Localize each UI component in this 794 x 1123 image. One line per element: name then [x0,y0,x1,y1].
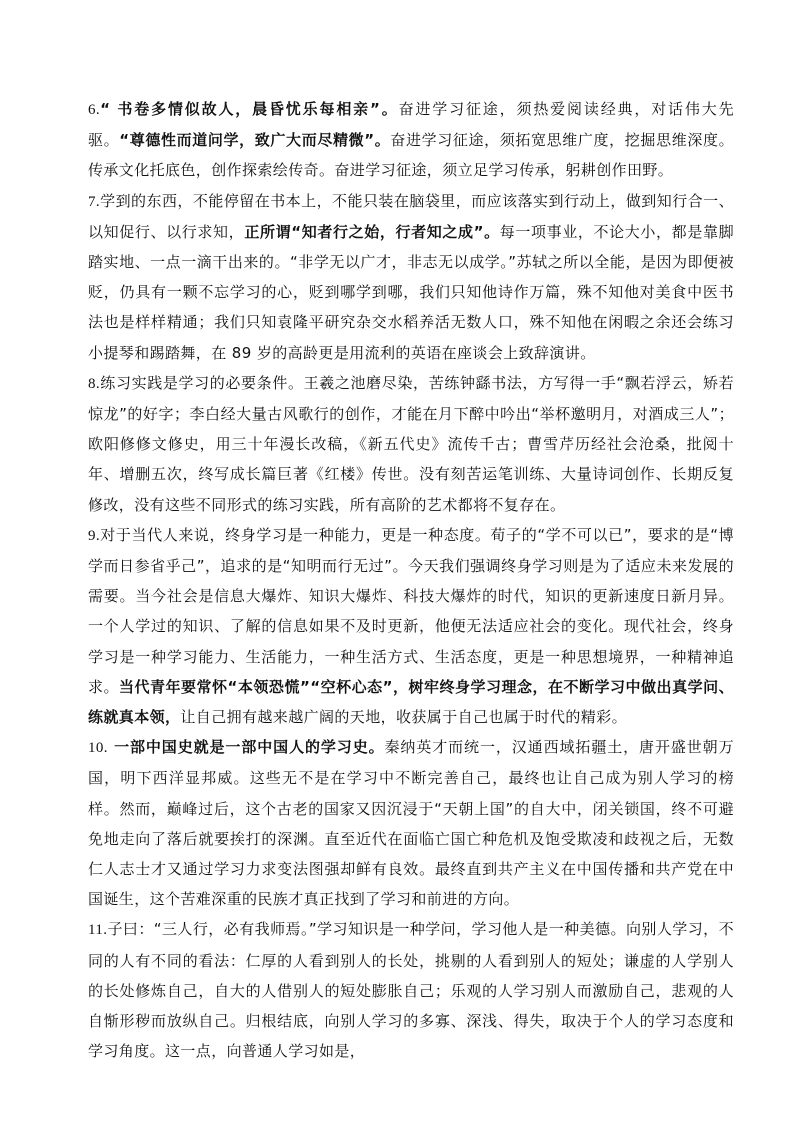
paragraph-text: 奋进学习征途，须热爱阅读经典，对话伟大先驱。 [88,100,734,150]
paragraph-8 [88,368,734,520]
quote-bold: “ 书卷多情似故人，晨昏忧乐每相亲”。 [100,100,399,118]
paragraph-number: 9. [88,527,101,544]
paragraph-11 [88,914,734,1066]
paragraph-text: 每一项事业，不论大小，都是靠脚踏实地、一点一滴干出来的。“非学无以广才，非志无以成学。”苏轼之所以全能，是因为即便被贬，仍具有一颗不忘学习的心，贬到哪学到哪，我们只知他诗作万篇，殊不知他对美食中医书法也是样样精通；我们只知袁隆平研究杂交水稻养活无数人口，殊不知他在闲暇之余还会练习小提琴和踢踏舞，在 89 岁的高龄更是用流利的英语在座谈会上致辞演讲。 [88,222,734,362]
paragraph-number: 6. [88,102,101,118]
paragraph-text: 练习实践是学习的必要条件。王羲之池磨尽染，苦练钟繇书法，方写得一手“飘若浮云，矫若惊龙”的好字；李白经大量古风歌行的创作，才能在月下醉中吟出“举杯邀明月，对酒成三人”；欧阳修修文修史，用三十年漫长改稿，《新五代史》流传千古；曹雪芹历经社会沧桑，批阅十年、增删五次，终写成长篇巨著《红楼》传世。没有刻苦运笔训练、大量诗词创作、长期反复修改，没有这些不同形式的练习实践，所有高阶的艺术都将不复存在。 [88,373,734,514]
paragraph-text: 子曰：“三人行，必有我师焉。”学习知识是一种学问，学习他人是一种美德。向别人学习，不同的人有不同的看法：仁厚的人看到别人的长处，挑剔的人看到别人的短处；谦虚的人学别人的长处修炼自己，自大的人借别人的短处膨胀自己；乐观的人学习别人而激励自己，悲观的人自惭形秽而放纵自己。归根结底，向别人学习的多寡、深浅、得失，取决于个人的学习态度和学习角度。这一点，向普通人学习如是， [88,920,734,1061]
paragraph-9 [88,520,734,732]
paragraph-text: 让自己拥有越来越广阔的天地，收获属于自己也属于时代的精彩。 [180,708,628,727]
paragraph-number: 11. [88,922,108,939]
document-body [88,94,734,1067]
paragraph-number: 8. [88,375,101,392]
quote-bold: 正所谓“知者行之始，行者知之成”。 [244,222,500,241]
paragraph-10 [88,732,734,914]
quote-bold: 一部中国史就是一部中国人的学习史。 [107,738,385,757]
paragraph-text: 秦纳英才而统一，汉通西域拓疆土，唐开盛世朝万国，明下西洋显邦威。这些无不是在学习中不断完善自己，最终也让自己成为别人学习的榜样。然而，巅峰过后，这个古老的国家又因沉浸于“天朝上国”的自大中，闭关锁国，终不可避免地走向了落后就要挨打的深渊。直至近代在面临亡国亡种危机及饱受欺凌和歧视之后，无数仁人志士才又通过学习力求变法图强却鲜有良效。最终直到共产主义在中国传播和共产党在中国诞生，这个苦难深重的民族才真正找到了学习和前进的方向。 [88,738,734,909]
paragraph-number: 10. [88,740,108,757]
paragraph-text: 对于当代人来说，终身学习是一种能力，更是一种态度。荀子的“学不可以已”，要求的是“博学而日参省乎己”，追求的是“知明而行无过”。今天我们强调终身学习则是为了适应未来发展的需要。当今社会是信息大爆炸、知识大爆炸、科技大爆炸的时代，知识的更新速度日新月异。一个人学过的知识、了解的信息如果不及时更新，他便无法适应社会的变化。现代社会，终身学习是一种学习能力、生活能力，一种生活方式、生活态度，更是一种思想境界，一种精神追求。 [88,525,734,696]
paragraph-text: 奋进学习征途，须拓宽思维广度，挖掘思维深度。传承文化托底色，创作探索绘传奇。奋进学习征途，须立足学习传承，躬耕创作田野。 [88,131,734,180]
paragraph-6 [88,94,734,186]
quote-bold: “尊德性而道问学，致广大而尽精微”。 [119,131,391,150]
quote-bold: 当代青年要常怀“本领恐慌”“空杯心态”，树牢终身学习理念，在不断学习中做出真学问、练就真本领， [88,677,734,727]
paragraph-text: 学到的东西，不能停留在书本上，不能只装在脑袋里，而应该落实到行动上，做到知行合一、以知促行、以行求知， [88,191,734,241]
paragraph-number: 7. [88,193,101,210]
paragraph-7 [88,186,734,368]
